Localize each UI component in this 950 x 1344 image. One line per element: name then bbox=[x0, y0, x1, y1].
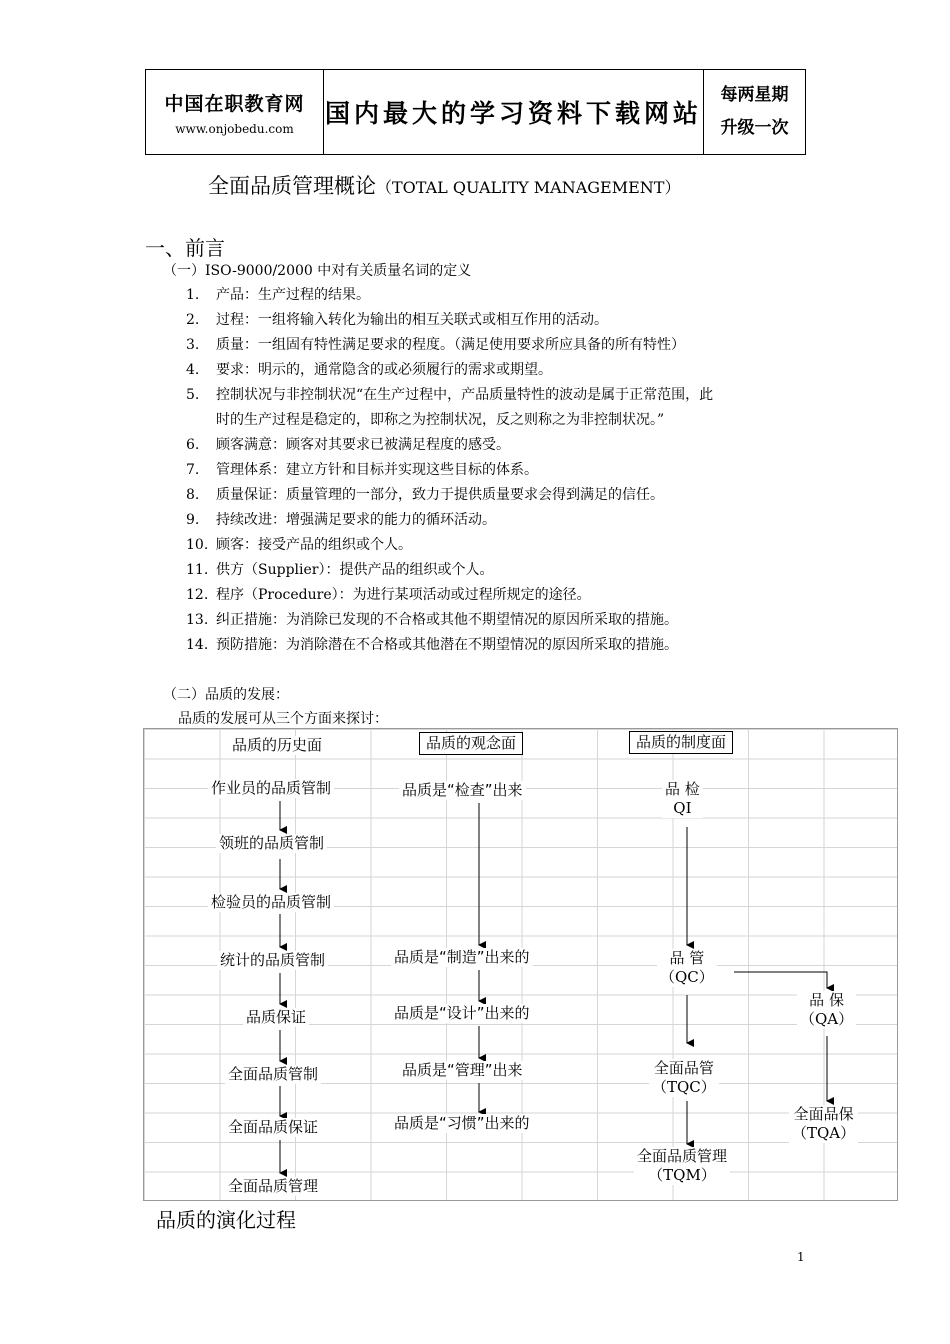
definition-item bbox=[186, 434, 510, 454]
system-qa-en: （QA） bbox=[800, 1010, 854, 1028]
definition-number: 5. bbox=[186, 387, 200, 403]
system-qc-zh: 品 管 bbox=[669, 949, 705, 967]
definition-item bbox=[186, 359, 552, 379]
system-qc-en: （QC） bbox=[660, 968, 714, 986]
definition-text: 供方（Supplier）：提供产品的组织或个人。 bbox=[216, 562, 494, 578]
definition-item bbox=[186, 459, 538, 479]
system-tqm bbox=[634, 1147, 730, 1185]
system-tqc-en: （TQC） bbox=[652, 1078, 716, 1096]
diagram-caption: 品质的演化过程 bbox=[156, 1208, 296, 1232]
system-qi-zh: 品 检 bbox=[665, 780, 700, 798]
definition-text: 程序（Procedure）：为进行某项活动或过程所规定的途径。 bbox=[216, 587, 591, 603]
definition-number: 1. bbox=[186, 287, 200, 303]
history-stage: 品质保证 bbox=[243, 1008, 309, 1027]
definition-item bbox=[186, 334, 685, 354]
definition-item bbox=[186, 384, 714, 428]
definition-text: 质量保证：质量管理的一部分，致力于提供质量要求会得到满足的信任。 bbox=[216, 487, 664, 503]
concept-stage: 品质是“习惯”出来的 bbox=[391, 1114, 533, 1133]
system-qi-en: QI bbox=[673, 799, 692, 817]
system-qc bbox=[657, 949, 717, 987]
definition-text: 控制状况与非控制状况“在生产过程中，产品质量特性的波动是属于正常范围，此 bbox=[216, 387, 714, 403]
definition-text: 持续改进：增强满足要求的能力的循环活动。 bbox=[216, 512, 496, 528]
definition-item bbox=[186, 484, 664, 504]
definition-item bbox=[186, 584, 591, 604]
definition-number: 7. bbox=[186, 462, 200, 478]
definition-item bbox=[186, 634, 678, 654]
logo-url: www.onjobedu.com bbox=[175, 121, 294, 136]
system-tqa-en: （TQA） bbox=[792, 1124, 856, 1142]
col-header-system: 品质的制度面 bbox=[629, 731, 733, 754]
definition-number: 4. bbox=[186, 362, 200, 378]
header-banner bbox=[145, 69, 806, 155]
history-stage: 全面品质保证 bbox=[225, 1118, 321, 1137]
page-number: 1 bbox=[797, 1250, 805, 1264]
freq-line-1: 每两星期 bbox=[720, 85, 789, 105]
definition-number: 2. bbox=[186, 312, 200, 328]
history-stage: 作业员的品质管制 bbox=[208, 779, 334, 798]
definition-number: 13. bbox=[186, 612, 209, 628]
history-stage: 检验员的品质管制 bbox=[208, 893, 334, 912]
system-tqm-en: （TQM） bbox=[648, 1166, 716, 1184]
system-tqm-zh: 全面品质管理 bbox=[637, 1147, 728, 1165]
definition-text: 要求：明示的，通常隐含的或必须履行的需求或期望。 bbox=[216, 362, 552, 378]
history-stage: 统计的品质管制 bbox=[217, 951, 328, 970]
concept-stage: 品质是“制造”出来的 bbox=[391, 948, 533, 967]
definition-number: 9. bbox=[186, 512, 200, 528]
definition-item bbox=[186, 309, 608, 329]
definition-number: 8. bbox=[186, 487, 200, 503]
definition-text: 质量：一组固有特性满足要求的程度。（满足使用要求所应具备的所有特性） bbox=[216, 337, 685, 353]
definition-text: 顾客满意：顾客对其要求已被满足程度的感受。 bbox=[216, 437, 510, 453]
banner-slogan: 国内最大的学习资料下载网站 bbox=[324, 70, 704, 154]
quality-evolution-diagram bbox=[143, 728, 898, 1201]
definition-text: 预防措施：为消除潜在不合格或其他潜在不期望情况的原因所采取的措施。 bbox=[216, 637, 678, 653]
definition-number: 10. bbox=[186, 537, 209, 553]
definition-text: 纠正措施：为消除已发现的不合格或其他不期望情况的原因所采取的措施。 bbox=[216, 612, 678, 628]
definition-text: 产品：生产过程的结果。 bbox=[216, 287, 370, 303]
logo-name: 中国在职教育网 bbox=[164, 92, 305, 115]
concept-stage: 品质是“设计”出来的 bbox=[391, 1004, 533, 1023]
section-heading: 一、前言 bbox=[145, 236, 225, 260]
intro-paragraph: 品质的发展可从三个方面来探讨： bbox=[178, 711, 388, 727]
definition-number: 12. bbox=[186, 587, 209, 603]
subsection-heading-1: （一）ISO-9000/2000 中对有关质量名词的定义 bbox=[163, 263, 472, 279]
definition-text: 顾客：接受产品的组织或个人。 bbox=[216, 537, 412, 553]
definition-number: 3. bbox=[186, 337, 200, 353]
definition-item bbox=[186, 509, 496, 529]
system-tqc-zh: 全面品管 bbox=[653, 1059, 714, 1077]
title-en: （TOTAL QUALITY MANAGEMENT） bbox=[376, 178, 681, 197]
definition-item bbox=[186, 609, 678, 629]
system-qi bbox=[662, 780, 703, 818]
definition-text: 过程：一组将输入转化为输出的相互关联式或相互作用的活动。 bbox=[216, 312, 608, 328]
definition-number: 6. bbox=[186, 437, 200, 453]
system-qa-zh: 品 保 bbox=[809, 991, 844, 1009]
document-title bbox=[208, 170, 680, 200]
definition-item bbox=[186, 284, 370, 304]
definition-item bbox=[186, 559, 493, 579]
banner-logo bbox=[146, 70, 324, 154]
freq-line-2: 升级一次 bbox=[720, 118, 789, 138]
history-stage: 全面品质管制 bbox=[225, 1065, 321, 1084]
definition-number: 14. bbox=[186, 637, 209, 653]
history-stage: 领班的品质管制 bbox=[216, 834, 327, 853]
definition-text: 管理体系：建立方针和目标并实现这些目标的体系。 bbox=[216, 462, 538, 478]
system-tqa-zh: 全面品保 bbox=[793, 1105, 854, 1123]
history-stage: 全面品质管理 bbox=[225, 1177, 321, 1196]
definition-number: 11. bbox=[186, 562, 209, 578]
col-header-history: 品质的历史面 bbox=[229, 736, 325, 755]
system-tqc bbox=[649, 1059, 719, 1097]
col-header-concept: 品质的观念面 bbox=[419, 732, 523, 755]
definition-item bbox=[186, 534, 412, 554]
system-tqa bbox=[789, 1105, 858, 1143]
subsection-heading-2: （二）品质的发展： bbox=[163, 687, 289, 703]
concept-stage: 品质是“管理”出来 bbox=[399, 1061, 526, 1080]
definition-text-continued: 时的生产过程是稳定的，即称之为控制状况，反之则称之为非控制状况。” bbox=[216, 412, 665, 428]
banner-frequency bbox=[704, 70, 805, 154]
system-qa bbox=[797, 991, 856, 1029]
title-zh: 全面品质管理概论 bbox=[208, 174, 376, 198]
concept-stage: 品质是“检查”出来 bbox=[399, 781, 526, 800]
